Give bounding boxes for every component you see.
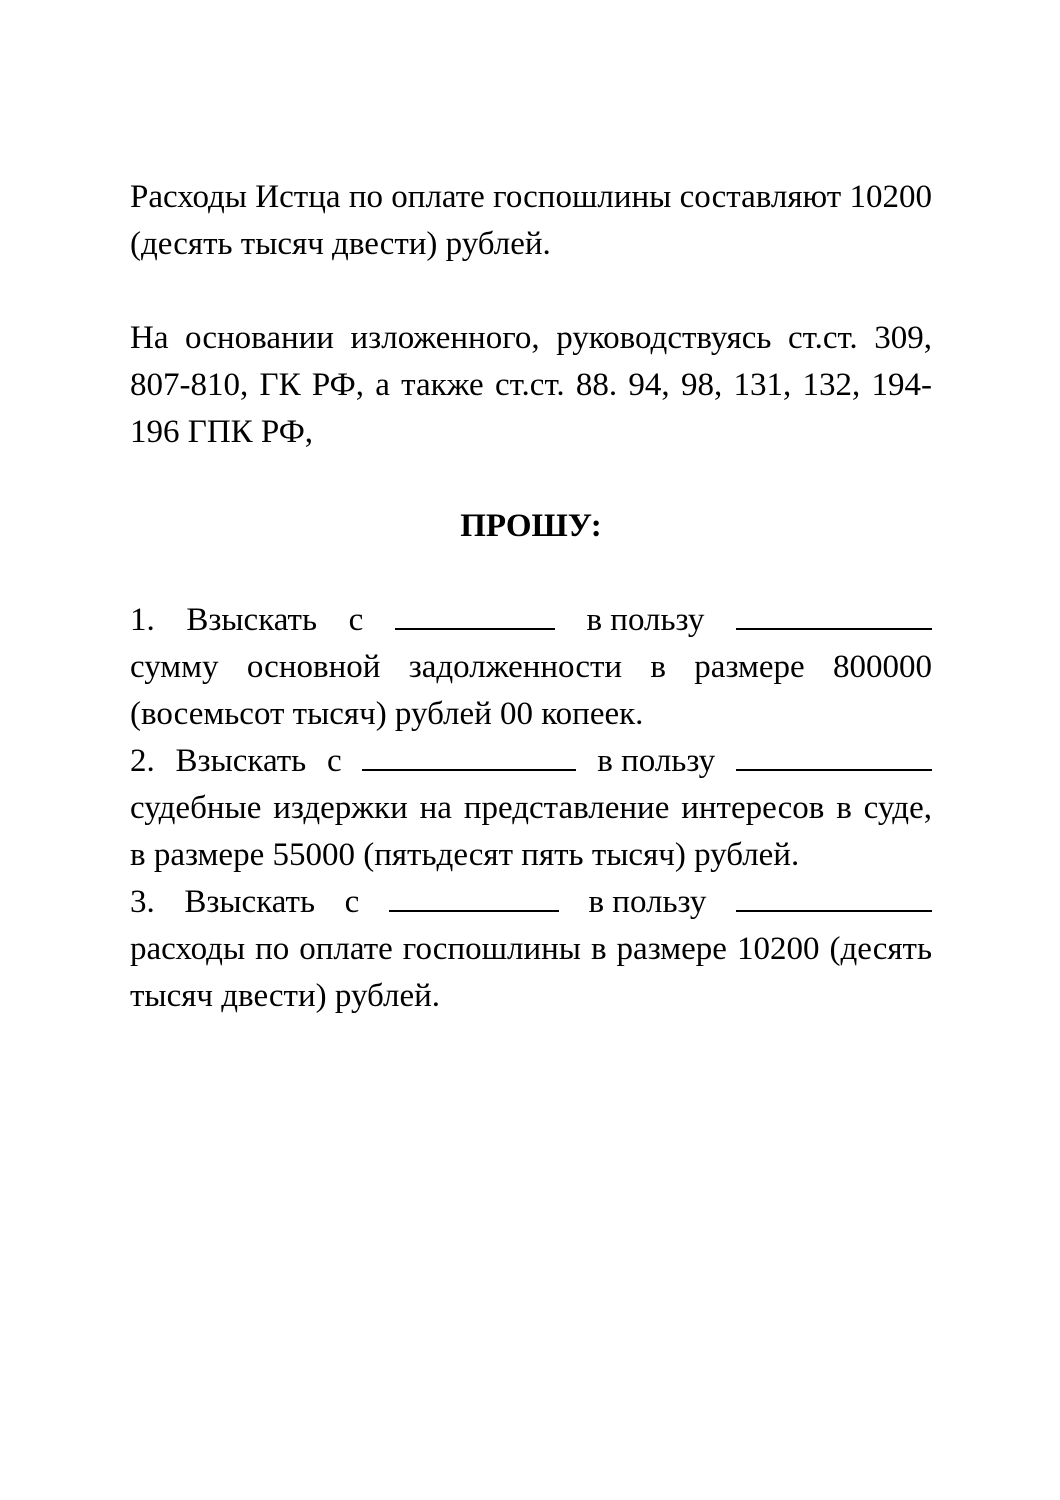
spacer bbox=[130, 550, 932, 597]
defendant-blank bbox=[395, 600, 555, 630]
defendant-blank bbox=[389, 882, 559, 912]
item-in-favor: в пользу bbox=[597, 743, 716, 779]
item-verb: Взыскать bbox=[186, 602, 318, 638]
item-first-line bbox=[130, 879, 932, 926]
item-from-word: с bbox=[348, 602, 364, 638]
item-first-line bbox=[130, 738, 932, 785]
basis-paragraph: На основании изложенного, руководствуясь ст.ст. 309, 807-810, ГК РФ, а также ст.ст. 88. 94, 98, 131, 132, 194-196 ГПК РФ, bbox=[130, 320, 932, 450]
item-in-favor: в пользу bbox=[586, 602, 705, 638]
item-rest-text: судебные издержки на представление интересов в суде, в размере 55000 (пятьдесят пять тысяч) рублей. bbox=[130, 790, 932, 873]
item-rest-text: сумму основной задолженности в размере 800000 (восемьсот тысяч) рублей 00 копеек. bbox=[130, 649, 932, 732]
item-verb: Взыскать bbox=[184, 884, 316, 920]
claimant-blank bbox=[736, 882, 932, 912]
request-item-1 bbox=[130, 597, 932, 738]
costs-paragraph: Расходы Истца по оплате госпошлины составляют 10200 (десять тысяч двести) рублей. bbox=[130, 179, 932, 262]
item-in-favor: в пользу bbox=[588, 884, 707, 920]
spacer bbox=[130, 268, 932, 315]
item-number: 1. bbox=[130, 602, 155, 638]
item-rest-text: расходы по оплате госпошлины в размере 10200 (десять тысяч двести) рублей. bbox=[130, 931, 932, 1014]
item-from-word: с bbox=[327, 743, 342, 779]
item-first-line bbox=[130, 597, 932, 644]
defendant-blank bbox=[362, 741, 576, 771]
request-heading: ПРОШУ: bbox=[460, 508, 602, 544]
claimant-blank bbox=[736, 741, 932, 771]
claimant-blank bbox=[736, 600, 932, 630]
item-number: 3. bbox=[130, 884, 155, 920]
item-from-word: с bbox=[344, 884, 360, 920]
document-page bbox=[130, 174, 932, 1020]
request-item-3 bbox=[130, 879, 932, 1020]
item-number: 2. bbox=[130, 743, 155, 779]
item-verb: Взыскать bbox=[175, 743, 307, 779]
spacer bbox=[130, 456, 932, 503]
request-item-2 bbox=[130, 738, 932, 879]
